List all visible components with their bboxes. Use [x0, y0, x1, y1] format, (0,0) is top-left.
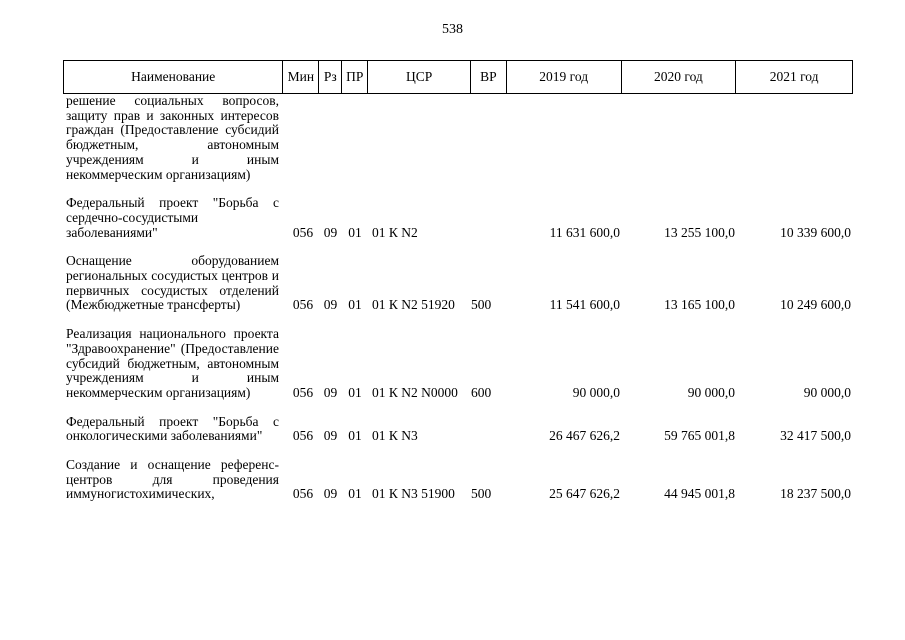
cell-y2021: 10 249 600,0 — [780, 297, 851, 313]
row-name: Федеральный проект "Борьба с сердечно-сосудистыми заболеваниями" — [66, 195, 279, 240]
row-gap — [63, 313, 853, 327]
header-rz: Рз — [319, 61, 342, 93]
header-min: Мин — [283, 61, 319, 93]
row-name: Федеральный проект "Борьба с онкологическими заболеваниями" — [66, 413, 279, 444]
cell-min: 056 — [292, 428, 314, 444]
cell-y2019: 11 631 600,0 — [549, 224, 620, 240]
cell-rz: 09 — [323, 384, 338, 400]
cell-rz: 09 — [323, 486, 338, 502]
table-row — [63, 254, 853, 313]
cell-vr: 600 — [471, 384, 492, 400]
cell-pr: 01 — [348, 224, 362, 240]
cell-y2019: 11 541 600,0 — [549, 297, 620, 313]
cell-y2021: 10 339 600,0 — [780, 224, 851, 240]
row-gap — [63, 401, 853, 415]
cell-min: 056 — [292, 224, 314, 240]
budget-table — [63, 60, 853, 502]
row-gap — [63, 240, 853, 254]
cell-y2021: 18 237 500,0 — [780, 486, 851, 502]
row-name: Создание и оснащение референс-центров для проведения иммуногистохимических, — [66, 457, 279, 502]
table-row — [63, 94, 853, 182]
cell-min: 056 — [292, 384, 314, 400]
cell-rz: 09 — [323, 224, 338, 240]
page-number: 538 — [442, 22, 463, 37]
cell-csr: 01 К N2 51920 — [372, 297, 455, 313]
header-2020: 2020 год — [622, 61, 737, 93]
header-vr: ВР — [471, 61, 507, 93]
cell-csr: 01 К N2 — [372, 224, 418, 240]
cell-y2020: 13 255 100,0 — [664, 224, 735, 240]
cell-y2021: 90 000,0 — [803, 384, 851, 400]
cell-rz: 09 — [323, 297, 338, 313]
table-row — [63, 415, 853, 444]
cell-y2019: 26 467 626,2 — [549, 428, 620, 444]
row-gap — [63, 444, 853, 458]
header-2021: 2021 год — [769, 69, 819, 84]
cell-y2021: 32 417 500,0 — [780, 428, 851, 444]
cell-y2020: 13 165 100,0 — [664, 297, 735, 313]
cell-y2020: 44 945 001,8 — [664, 486, 735, 502]
cell-y2020: 59 765 001,8 — [664, 428, 735, 444]
table-body — [63, 94, 853, 502]
row-name: Реализация национального проекта "Здравоохранение" (Предоставление субсидий бюджетным, автономным учреждениям и иным некоммерческим организациям) — [66, 326, 279, 400]
header-csr: ЦСР — [368, 61, 471, 93]
cell-min: 056 — [292, 297, 314, 313]
table-header — [63, 60, 853, 94]
cell-pr: 01 — [348, 428, 362, 444]
cell-pr: 01 — [348, 384, 362, 400]
cell-csr: 01 К N2 N0000 — [372, 384, 458, 400]
row-gap — [63, 182, 853, 196]
cell-y2019: 25 647 626,2 — [549, 486, 620, 502]
cell-vr: 500 — [471, 486, 492, 502]
header-2019: 2019 год — [507, 61, 622, 93]
table-row — [63, 196, 853, 240]
table-row — [63, 327, 853, 401]
cell-y2020: 90 000,0 — [687, 384, 735, 400]
table-row — [63, 458, 853, 502]
cell-rz: 09 — [323, 428, 338, 444]
cell-y2019: 90 000,0 — [572, 384, 620, 400]
cell-vr: 500 — [471, 297, 492, 313]
row-name: Оснащение оборудованием региональных сосудистых центров и первичных сосудистых отделений (Межбюджетные трансферты) — [66, 253, 279, 313]
row-name: решение социальных вопросов, защиту прав и законных интересов граждан (Предоставление субсидий бюджетным, автономным учреждениям и иным некоммерческим организациям) — [66, 93, 279, 182]
cell-pr: 01 — [348, 486, 362, 502]
cell-csr: 01 К N3 — [372, 428, 418, 444]
header-name: Наименование — [64, 61, 283, 93]
cell-pr: 01 — [348, 297, 362, 313]
cell-csr: 01 К N3 51900 — [372, 486, 455, 502]
header-pr: ПР — [342, 61, 368, 93]
cell-min: 056 — [292, 486, 314, 502]
